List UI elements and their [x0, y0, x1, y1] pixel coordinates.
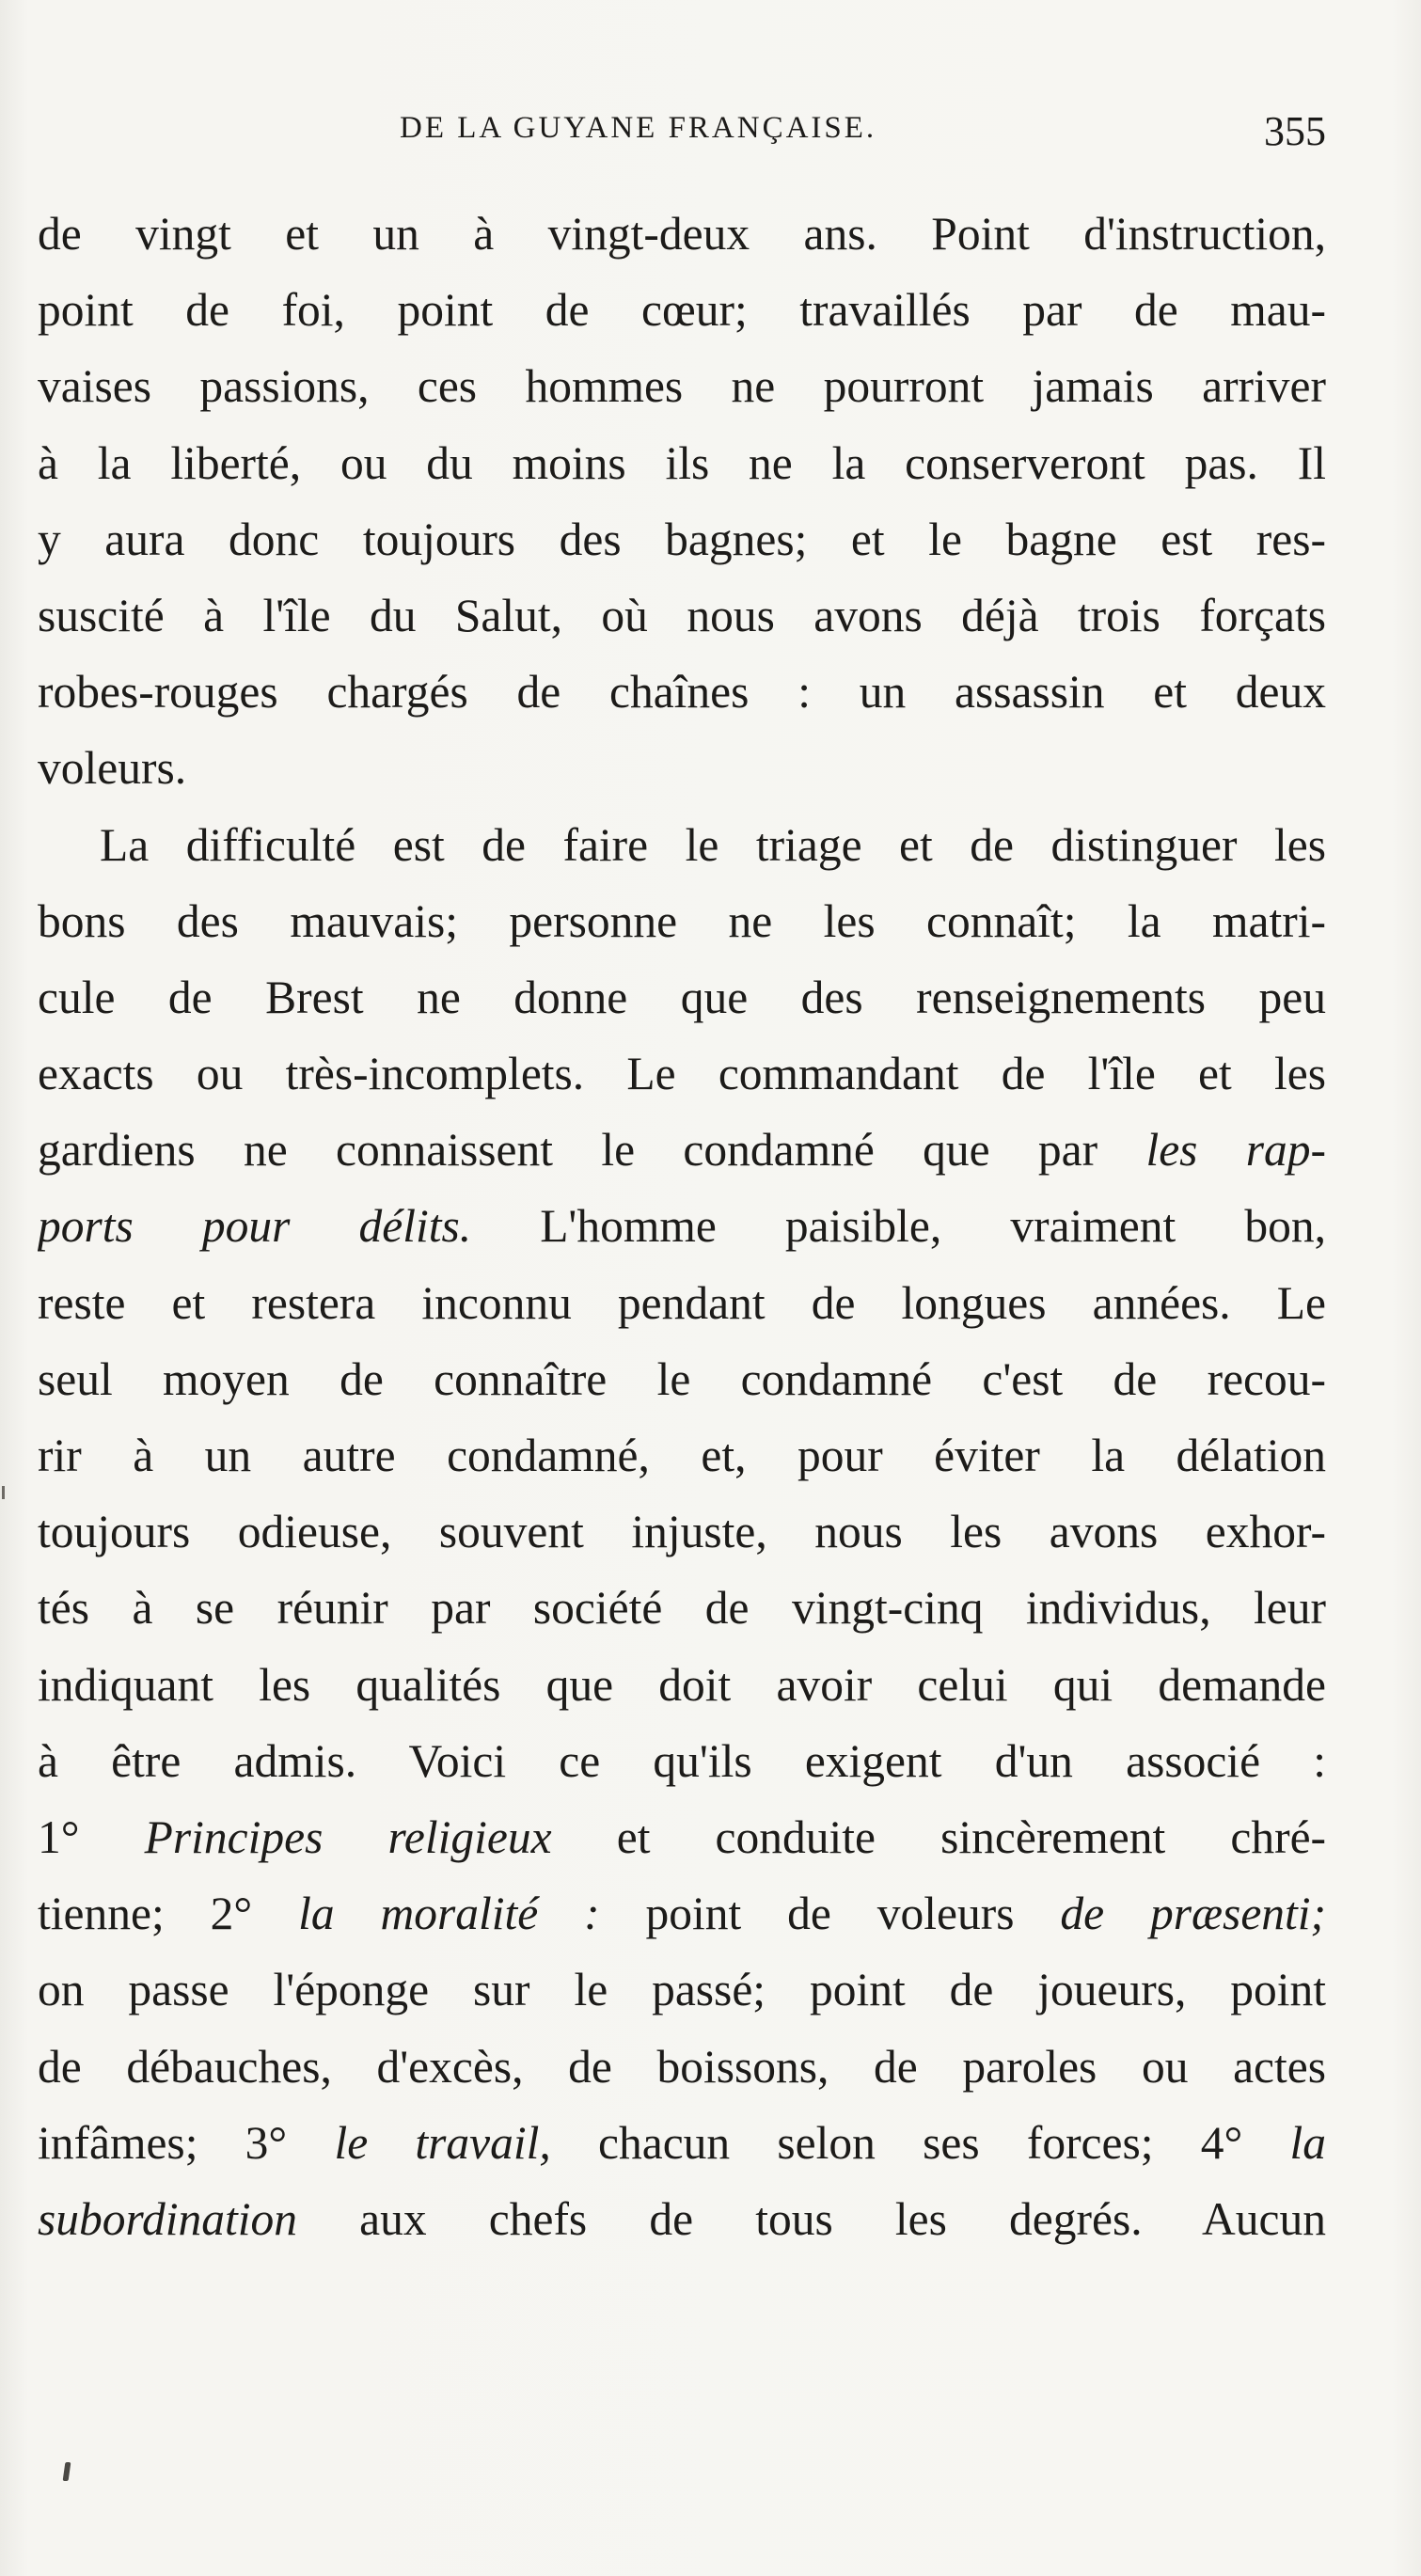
- text-line: à la liberté, ou du moins ils ne la conserveront pas. Il: [38, 436, 1326, 489]
- text-fragment: tienne; 2°: [38, 1888, 253, 1940]
- italic-fragment: la: [1289, 2116, 1326, 2169]
- italic-fragment: de præsenti;: [1060, 1888, 1326, 1940]
- text-line: robes-rouges chargés de chaînes : un assassin et deux: [38, 666, 1326, 719]
- text-line: [38, 2181, 1326, 2257]
- text-fragment: infâmes; 3°: [38, 2116, 288, 2169]
- text-line: cule de Brest ne donne que des renseignements peu: [38, 971, 1326, 1023]
- text-line: de vingt et un à vingt-deux ans. Point d'instruction,: [38, 208, 1326, 260]
- text-line: [38, 2105, 1326, 2181]
- italic-fragment: la moralité :: [298, 1888, 600, 1940]
- italic-fragment: ports pour délits.: [38, 1200, 472, 1253]
- italic-fragment: le travail,: [334, 2116, 551, 2169]
- page-number: 355: [1264, 108, 1326, 154]
- ink-mark: [63, 2462, 71, 2481]
- text-line: de débauches, d'excès, de boissons, de paroles ou actes: [38, 2040, 1326, 2093]
- italic-fragment: Principes religieux: [144, 1810, 552, 1863]
- text-line: indiquant les qualités que doit avoir celui qui demande: [38, 1658, 1326, 1711]
- text-fragment: L'homme paisible, vraiment bon,: [540, 1200, 1326, 1253]
- text-line: La difficulté est de faire le triage et de distinguer les: [100, 818, 1326, 871]
- text-line: rir à un autre condamné, et, pour éviter la délation: [38, 1430, 1326, 1481]
- text-line: y aura donc toujours des bagnes; et le bagne est res-: [38, 513, 1326, 565]
- running-title: DE LA GUYANE FRANÇAISE.: [400, 111, 877, 145]
- text-line: exacts ou très-incomplets. Le commandant de l'île et les: [38, 1048, 1326, 1100]
- text-line: [38, 1799, 1326, 1875]
- text-line: suscité à l'île du Salut, où nous avons déjà trois forçats: [38, 589, 1326, 641]
- text-fragment: point de voleurs: [645, 1888, 1015, 1940]
- text-line: toujours odieuse, souvent injuste, nous les avons exhor-: [38, 1506, 1326, 1558]
- text-line: bons des mauvais; personne ne les connaît; la matri-: [38, 894, 1326, 947]
- margin-mark: [2, 1486, 5, 1499]
- body-text: [38, 196, 1326, 2257]
- text-line: tés à se réunir par société de vingt-cinq individus, leur: [38, 1582, 1326, 1635]
- text-line: on passe l'éponge sur le passé; point de joueurs, point: [38, 1964, 1326, 2016]
- text-line: point de foi, point de cœur; travaillés par de mau-: [38, 284, 1326, 337]
- text-line: [38, 1875, 1326, 1952]
- page-header: [38, 108, 1326, 167]
- italic-fragment: subordination: [38, 2192, 297, 2245]
- text-line: seul moyen de connaître le condamné c'est de recou-: [38, 1352, 1326, 1405]
- text-line: vaises passions, ces hommes ne pourront jamais arriver: [38, 360, 1326, 413]
- text-line: [38, 1188, 1326, 1264]
- text-fragment: aux chefs de tous les degrés. Aucun: [359, 2192, 1326, 2245]
- text-line: [38, 1112, 1326, 1188]
- text-fragment: 1°: [38, 1810, 80, 1863]
- text-line: à être admis. Voici ce qu'ils exigent d'un associé :: [38, 1734, 1326, 1787]
- paragraph-2: [38, 807, 1326, 2258]
- text-line: voleurs.: [38, 742, 187, 795]
- italic-fragment: les rap-: [1145, 1124, 1326, 1177]
- paragraph-1: [38, 196, 1326, 807]
- text-line: reste et restera inconnu pendant de longues années. Le: [38, 1276, 1326, 1329]
- text-fragment: chacun selon ses forces; 4°: [598, 2116, 1243, 2169]
- text-fragment: gardiens ne connaissent le condamné que par: [38, 1124, 1098, 1177]
- text-fragment: et conduite sincèrement chré-: [616, 1810, 1326, 1863]
